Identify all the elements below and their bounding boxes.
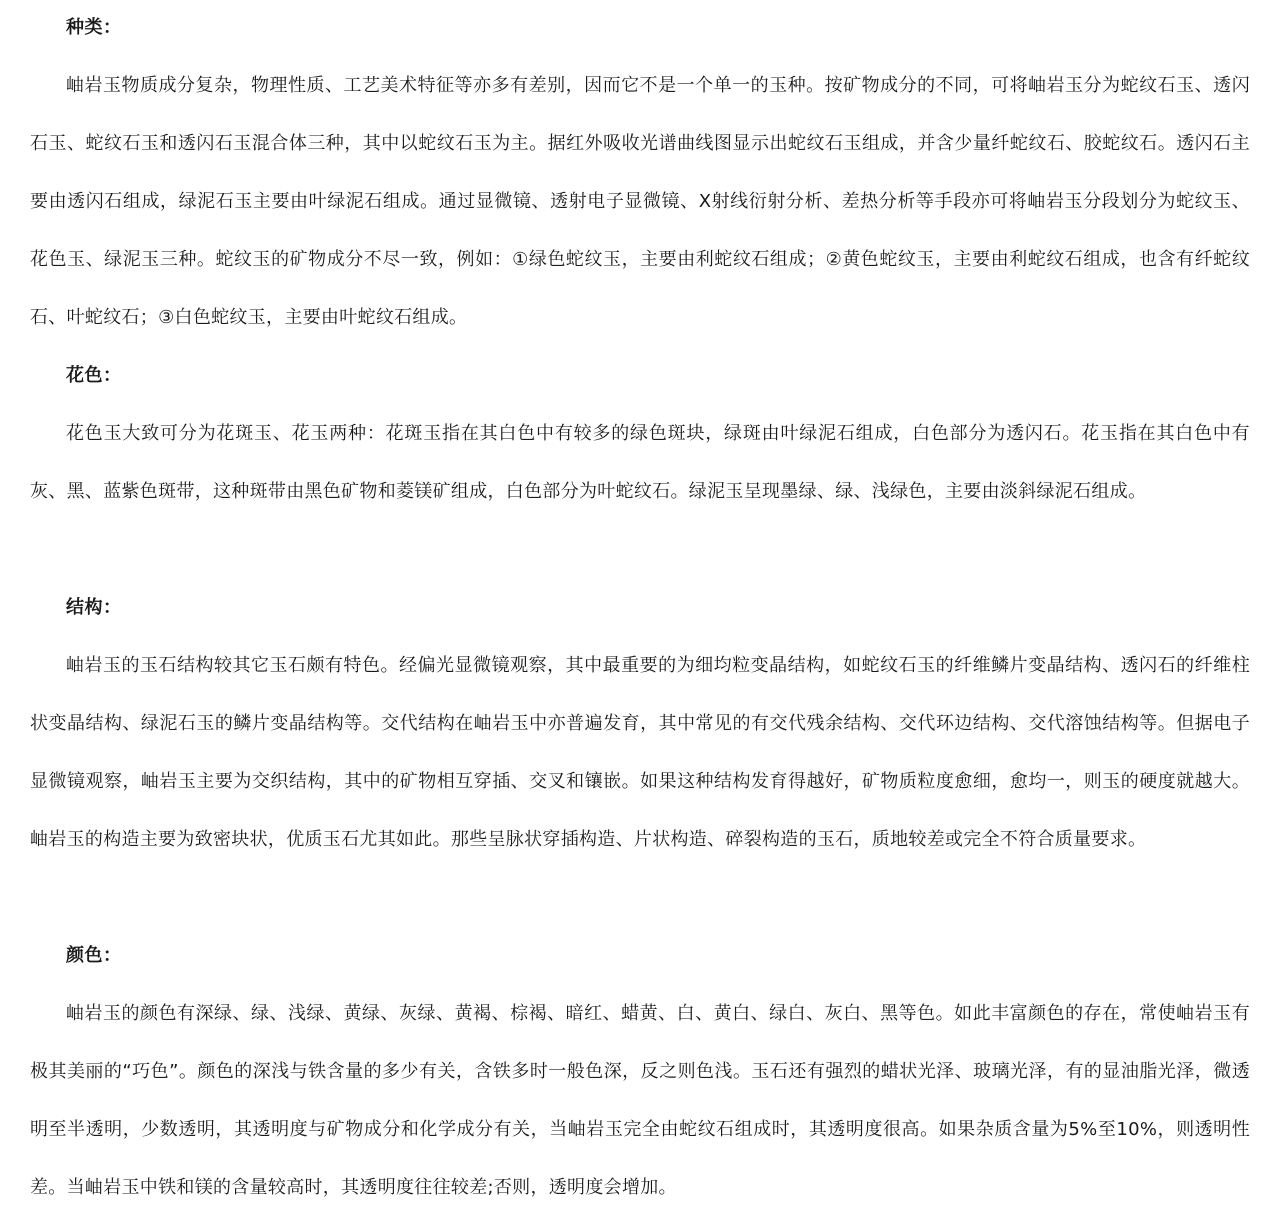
section-heading-color: 颜色： [66,945,122,966]
section-heading-types: 种类： [66,17,122,38]
section-body-color: 岫岩玉的颜色有深绿、绿、浅绿、黄绿、灰绿、黄褐、棕褐、暗红、蜡黄、白、黄白、绿白、灰白、黑等色。如此丰富颜色的存在，常使岫岩玉有极其美丽的“巧色”。颜色的深浅与铁含量的多少有关，含铁多时一般色深，反之则色浅。玉石还有强烈的蜡状光泽、玻璃光泽，有的显油脂光泽，微透明至半透明，少数透明，其透明度与矿物成分和化学成分有关，当岫岩玉完全由蛇纹石组成时，其透明度很高。如果杂质含量为5%至10%，则透明性差。当岫岩玉中铁和镁的含量较高时，其透明度往往较差;否则，透明度会增加。 [30,1003,1250,1198]
section-heading-pattern: 花色： [66,365,122,386]
section-heading-structure: 结构： [66,597,122,618]
section-body-pattern: 花色玉大致可分为花斑玉、花玉两种：花斑玉指在其白色中有较多的绿色斑块，绿斑由叶绿泥石组成，白色部分为透闪石。花玉指在其白色中有灰、黑、蓝紫色斑带，这种斑带由黑色矿物和菱镁矿组成，白色部分为叶蛇纹石。绿泥玉呈现墨绿、绿、浅绿色，主要由淡斜绿泥石组成。 [30,423,1250,502]
section-body-structure: 岫岩玉的玉石结构较其它玉石颇有特色。经偏光显微镜观察，其中最重要的为细均粒变晶结构，如蛇纹石玉的纤维鳞片变晶结构、透闪石的纤维柱状变晶结构、绿泥石玉的鳞片变晶结构等。交代结构在岫岩玉中亦普遍发育，其中常见的有交代残余结构、交代环边结构、交代溶蚀结构等。但据电子显微镜观察，岫岩玉主要为交织结构，其中的矿物相互穿插、交叉和镶嵌。如果这种结构发育得越好，矿物质粒度愈细，愈均一，则玉的硬度就越大。岫岩玉的构造主要为致密块状，优质玉石尤其如此。那些呈脉状穿插构造、片状构造、碎裂构造的玉石，质地较差或完全不符合质量要求。 [30,655,1250,850]
section-body-types: 岫岩玉物质成分复杂，物理性质、工艺美术特征等亦多有差别，因而它不是一个单一的玉种。按矿物成分的不同，可将岫岩玉分为蛇纹石玉、透闪石玉、蛇纹石玉和透闪石玉混合体三种，其中以蛇纹石玉为主。据红外吸收光谱曲线图显示出蛇纹石玉组成，并含少量纤蛇纹石、胶蛇纹石。透闪石主要由透闪石组成，绿泥石玉主要由叶绿泥石组成。通过显微镜、透射电子显微镜、X射线衍射分析、差热分析等手段亦可将岫岩玉分段划分为蛇纹玉、花色玉、绿泥玉三种。蛇纹玉的矿物成分不尽一致，例如：①绿色蛇纹玉，主要由利蛇纹石组成；②黄色蛇纹玉，主要由利蛇纹石组成，也含有纤蛇纹石、叶蛇纹石；③白色蛇纹玉，主要由叶蛇纹石组成。 [30,75,1250,328]
